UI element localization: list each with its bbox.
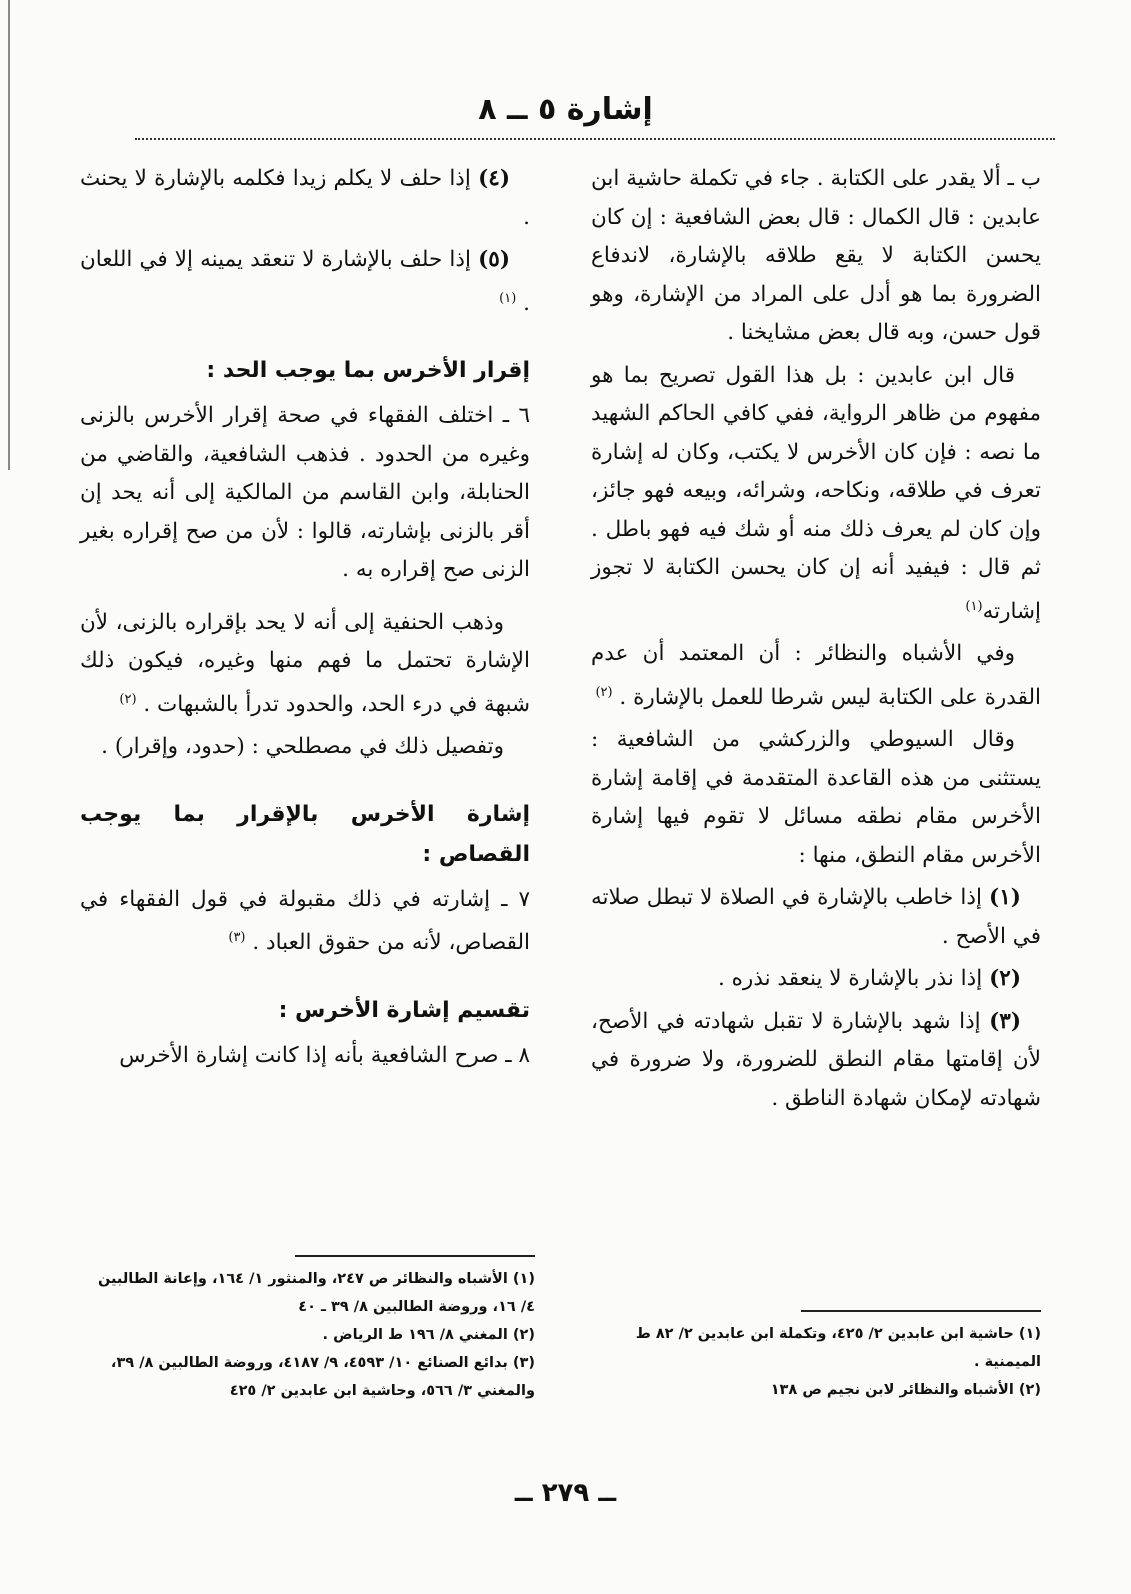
paragraph: وذهب الحنفية إلى أنه لا يحد بإقراره بالزنى، لأن الإشارة تحتمل ما فهم منها وغيره، فيكون ذلك شبهة في درء الحد، والحدود تدرأ بالشبهات . $^{(٢)}$ (80, 609, 530, 717)
paragraph: ب ـ ألا يقدر على الكتابة . جاء في تكملة حاشية ابن عابدين : قال الكمال : قال بعض الشافعية : إن كان يحسن الكتابة لا يقع طلاقه بالإشارة، لاندفاع الضرورة بما هو أدل على المراد من الإشارة، وهو قول حسن، وبه قال بعض مشايخنا . (591, 166, 1041, 345)
page-number: ــ ٢٧٩ ــ (514, 1478, 617, 1508)
list-item: (٢) إذا نذر بالإشارة لا ينعقد نذره . (718, 966, 1021, 992)
paragraph: وفي الأشباه والنظائر : أن المعتمد أن عدم القدرة على الكتابة ليس شرطا للعمل بالإشارة . $^{(٢)}$ (591, 641, 1041, 710)
right-column (591, 160, 1041, 1122)
page-edge (8, 0, 10, 470)
footnote-divider (801, 1310, 1041, 1312)
footnotes-left (80, 1255, 535, 1405)
paragraph: وقال السيوطي والزركشي من الشافعية : يستثنى من هذه القاعدة المتقدمة في إقامة إشارة الأخرس مقام نطقه مسائل لا تقوم فيها إشارة الأخرس مقام النطق، منها : (591, 727, 1041, 868)
paragraph: وتفصيل ذلك في مصطلحي : (حدود، وإقرار) . (101, 734, 504, 760)
section-heading: إشارة الأخرس بالإقرار بما يوجب القصاص : (80, 801, 530, 867)
footnote-ref: (٢) (595, 684, 613, 700)
footnote-divider (295, 1255, 535, 1257)
section-heading: إقرار الأخرس بما يوجب الحد : (206, 358, 530, 384)
footnote-ref: (٣) (228, 930, 246, 946)
paragraph: ٦ ـ اختلف الفقهاء في صحة إقرار الأخرس بالزنى وغيره من الحدود . فذهب الشافعية، والقاضي من الحنابلة، وابن القاسم من المالكية إلى أنه يحد إن أقر بالزنى بإشارته، قالوا : لأن من صح إقراره بغير الزنى صح إقراره به . (80, 403, 530, 583)
list-item: (٥) إذا حلف بالإشارة لا تنعقد يمينه إلا في اللعان . $^{(١)}$ (80, 247, 530, 316)
list-item: (٣) إذا شهد بالإشارة لا تقبل شهادته في الأصح، لأن إقامتها مقام النطق للضرورة، ولا ضرورة في شهادته لإمكان شهادة الناطق . (591, 1008, 1041, 1111)
footnote-ref: (١) (499, 290, 517, 306)
paragraph: ٧ ـ إشارته في ذلك مقبولة في قول الفقهاء في القصاص، لأنه من حقوق العباد . $^{(٣)}$ (80, 886, 530, 956)
footnote: (١) حاشية ابن عابدين ٢/ ٤٢٥، وتكملة ابن عابدين ٢/ ٨٢ ط الميمنية . (635, 1326, 1041, 1370)
footnote-ref: (١) (965, 598, 983, 614)
footnote-ref: (٢) (119, 691, 137, 707)
footnote: (٢) المغني ٨/ ١٩٦ ط الرياض . (322, 1327, 535, 1343)
footnotes-right (591, 1310, 1041, 1404)
paragraph: قال ابن عابدين : بل هذا القول تصريح بما هو مفهوم من ظاهر الرواية، ففي كافي الحاكم الشهيد ما نصه : فإن كان الأخرس لا يكتب، وكان له إشارة تعرف في طلاقه، ونكاحه، وشرائه، وبيعه فهو جائز، وإن كان لم يعرف ذلك منه أو شك فيه فهو باطل . ثم قال : فيفيد أنه إن كان يحسن الكتابة لا تجوز إشارته$^{(١)}$ (591, 362, 1041, 624)
left-column (80, 160, 530, 1079)
footnote: (١) الأشباه والنظائر ص ٢٤٧، والمنثور ١/ ١٦٤، وإعانة الطالبين ٤/ ١٦، وروضة الطالبين ٨/ ٣٩ ـ ٤٠ (97, 1271, 535, 1315)
list-item: (٤) إذا حلف لا يكلم زيدا فكلمه بالإشارة لا يحنث . (80, 166, 530, 230)
footnote: (٣) بدائع الصنائع ١٠/ ٤٥٩٣، ٩/ ٤١٨٧، وروضة الطالبين ٨/ ٣٩، والمغني ٣/ ٥٦٦، وحاشية ابن عابدين ٢/ ٤٢٥ (110, 1355, 535, 1399)
list-item: (١) إذا خاطب بالإشارة في الصلاة لا تبطل صلاته في الأصح . (591, 885, 1041, 949)
section-heading: تقسيم إشارة الأخرس : (278, 997, 530, 1023)
footnote: (٢) الأشباه والنظائر لابن نجيم ص ١٣٨ (770, 1382, 1041, 1398)
page-header: إشارة ٥ ــ ٨ (478, 92, 653, 127)
paragraph: ٨ ـ صرح الشافعية بأنه إذا كانت إشارة الأخرس (119, 1042, 530, 1068)
header-divider (135, 138, 1055, 140)
